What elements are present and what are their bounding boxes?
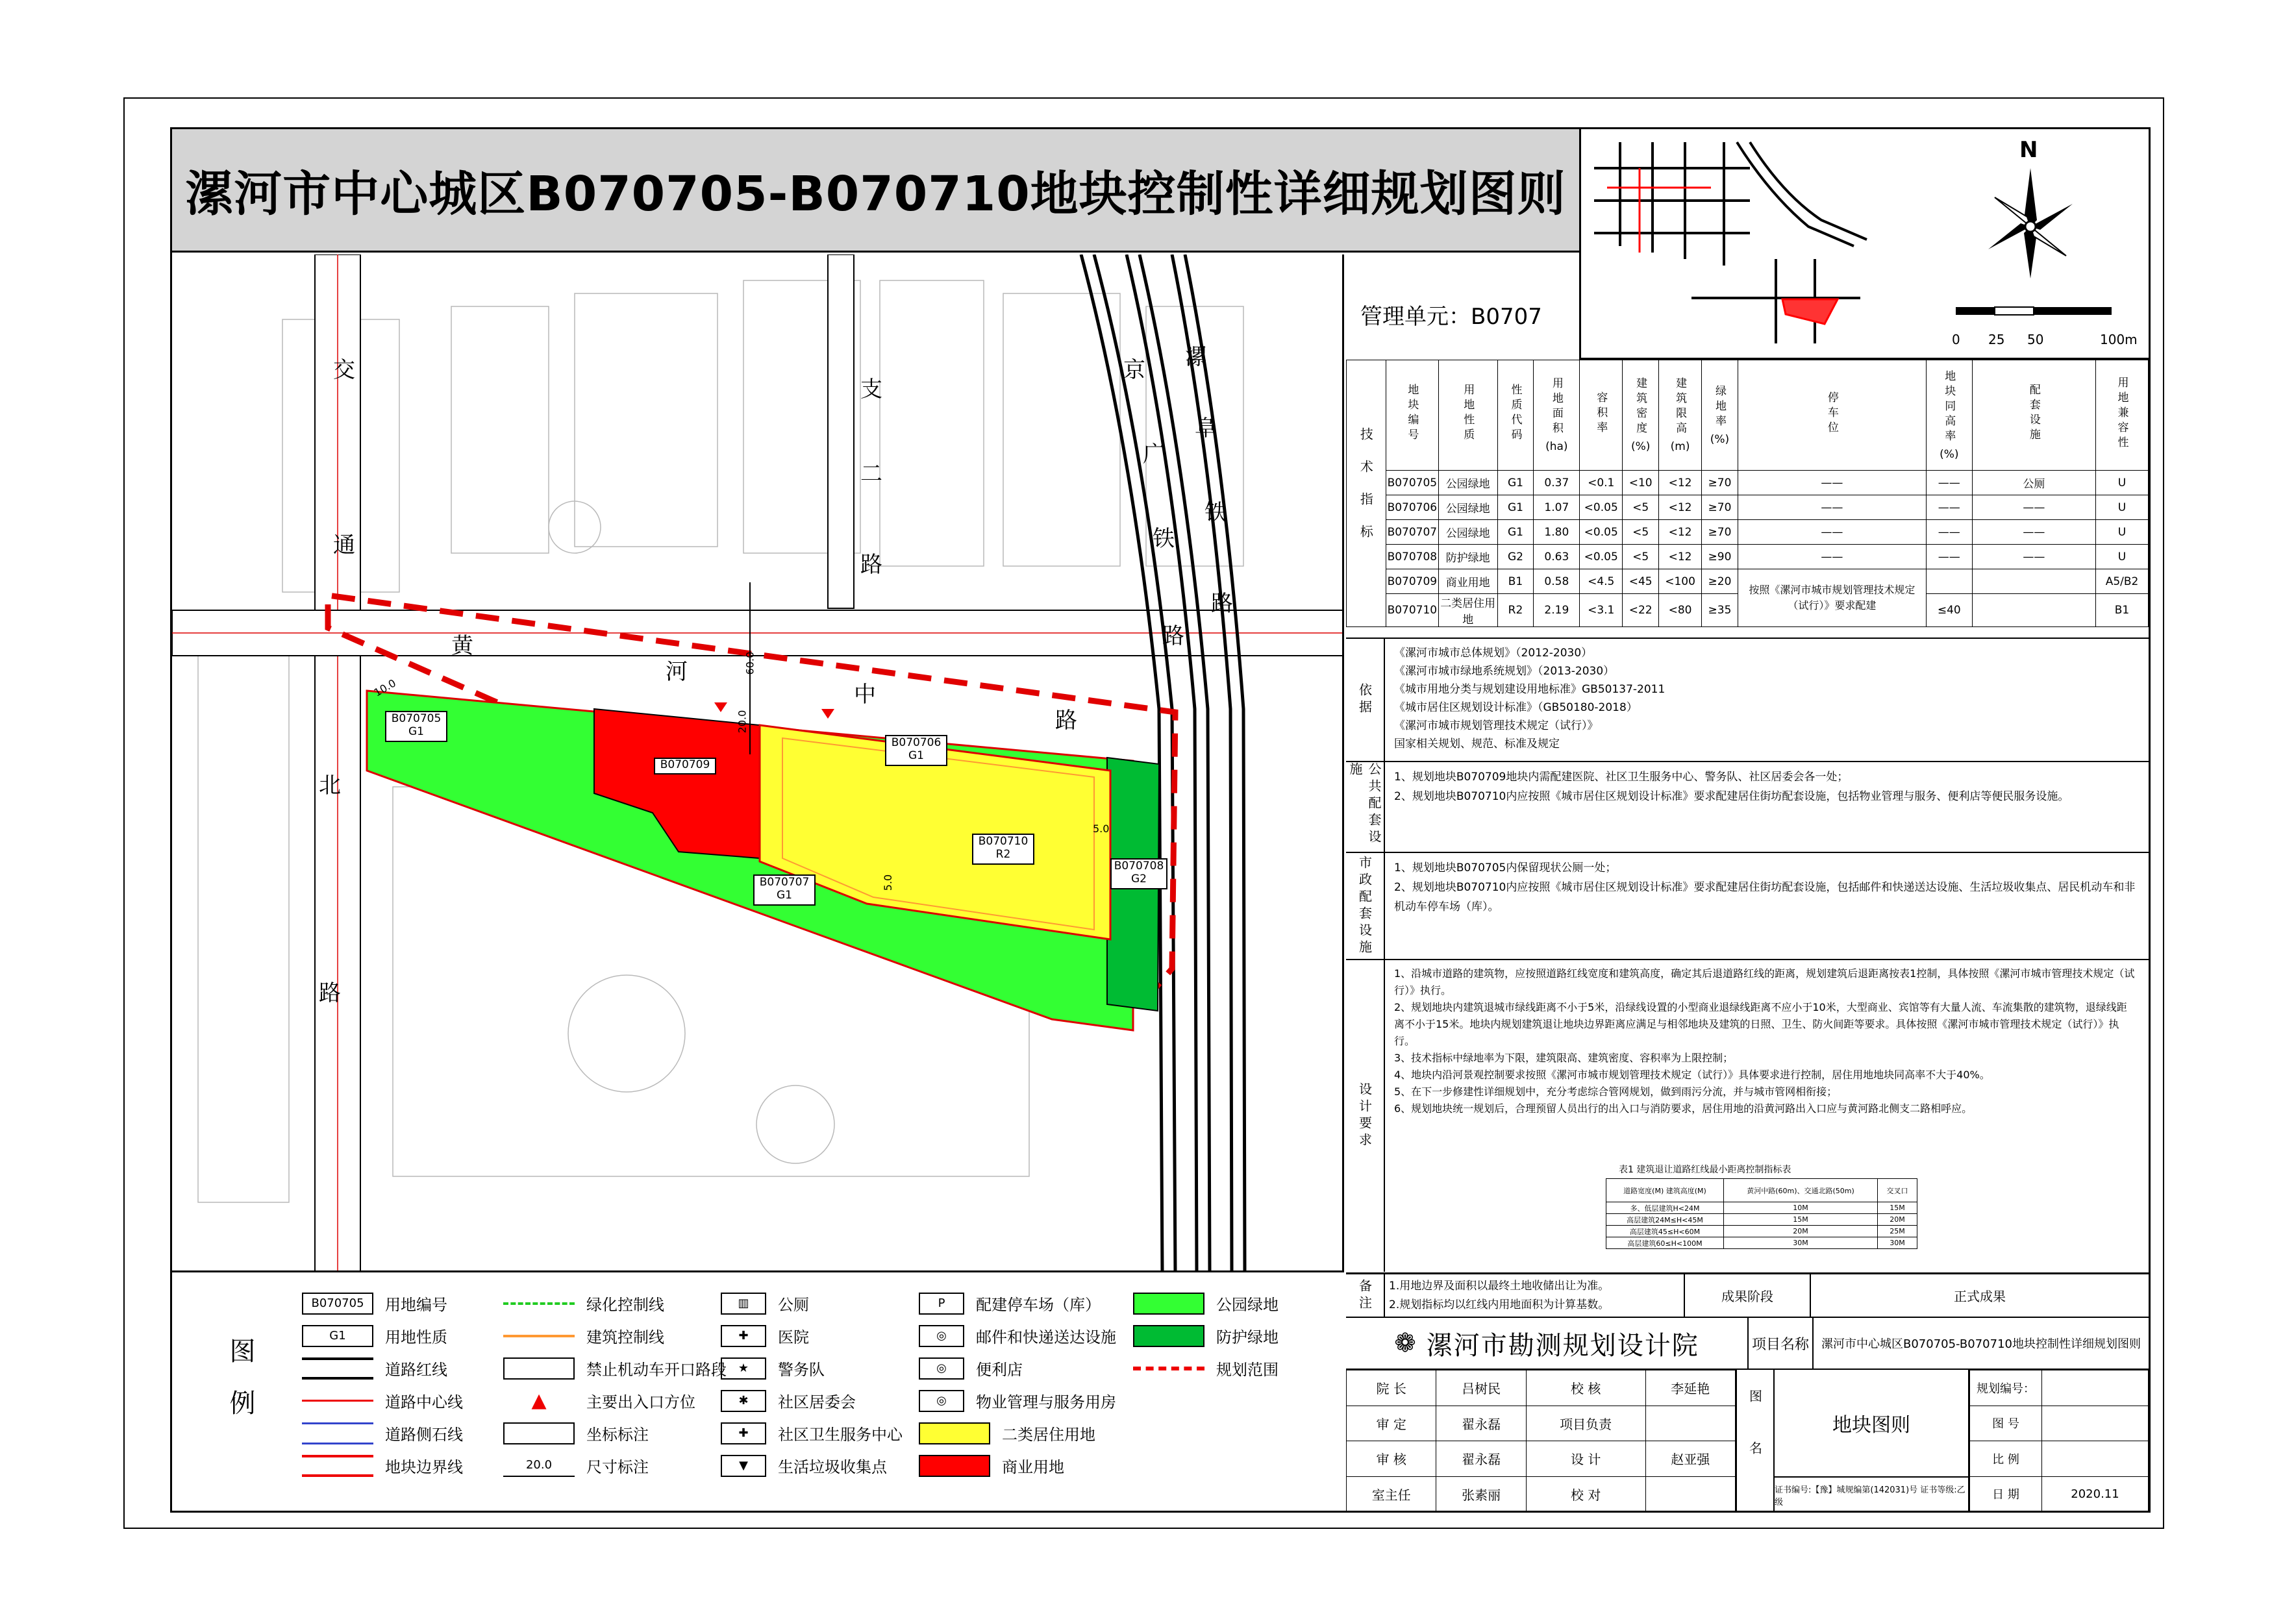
notes-label-text: 备注 bbox=[1356, 1278, 1373, 1313]
legend-item bbox=[302, 1324, 447, 1347]
table-row: B070707 公园绿地 G1 1.80 <0.05 <5 <12 ≥70 —— —— —— U bbox=[1347, 520, 2149, 545]
lot-b070707 bbox=[753, 874, 816, 906]
dim-20: 20.0 bbox=[736, 710, 749, 734]
property-icon: ◎ bbox=[919, 1390, 964, 1412]
legend-item bbox=[503, 1389, 695, 1412]
dim-5a: 5.0 bbox=[1093, 823, 1110, 835]
legend-text: 便利店 bbox=[976, 1361, 1023, 1379]
map-area bbox=[172, 254, 1344, 1272]
notes-text: 1.用地边界及面积以最终土地收储出让为准。 2.规划指标均以红线内用地面积为计算基数。 bbox=[1389, 1280, 1610, 1311]
municipal-label bbox=[1346, 853, 1385, 959]
legend-item bbox=[302, 1357, 447, 1380]
legend-text: 用地性质 bbox=[385, 1328, 447, 1346]
lot-id: B070708 bbox=[1114, 860, 1164, 873]
legend-item bbox=[721, 1422, 903, 1444]
dim-10: 10.0 bbox=[371, 676, 398, 699]
legend-sym bbox=[1133, 1367, 1204, 1370]
legend-item bbox=[721, 1292, 809, 1315]
lot-b070706 bbox=[885, 735, 947, 766]
legend-label-text: 图例 bbox=[225, 1337, 255, 1441]
lot-id: B070710 bbox=[978, 835, 1029, 848]
entrance-arrow-1 bbox=[714, 702, 727, 712]
rail-lf-4: 路 bbox=[1211, 591, 1233, 617]
municipal-text: 1、规划地块B070705内保留现状公厕一处； 2、规划地块B070710内应按照《城市居住区规划设计标准》要求配建居住街坊配套设施，包括邮件和快递送达设施、生活垃圾收集点、居民机动车和非机动车停车场（库）。 bbox=[1394, 861, 2136, 913]
road-zhier-2: 二 bbox=[860, 461, 882, 487]
legend-swatch bbox=[1133, 1293, 1204, 1315]
legend-swatch bbox=[1133, 1325, 1204, 1347]
legend-item bbox=[721, 1389, 856, 1412]
table-row: B070708 防护绿地 G2 0.63 <0.05 <5 <12 ≥90 —— —— —— U bbox=[1347, 545, 2149, 569]
tech-label bbox=[1347, 360, 1386, 627]
legend-item bbox=[503, 1292, 664, 1315]
lot-code: G1 bbox=[408, 725, 424, 738]
rail-jg-3: 铁 bbox=[1153, 526, 1175, 552]
th: 绿地率 bbox=[1712, 384, 1726, 430]
drawing-label bbox=[1736, 1370, 1775, 1512]
legend-text: 禁止机动车开口路段 bbox=[586, 1361, 727, 1379]
th: 容积率 bbox=[1594, 391, 1608, 436]
drawing-name: 地块图则 bbox=[1775, 1370, 1969, 1476]
institute-row bbox=[1346, 1317, 2149, 1369]
legend-sym bbox=[302, 1422, 373, 1444]
road-jiaotong-1: 交 bbox=[333, 357, 355, 383]
store-icon: ◎ bbox=[919, 1357, 964, 1380]
th: 配套设施 bbox=[2027, 384, 2040, 443]
legend-item bbox=[919, 1389, 1116, 1412]
public-label bbox=[1346, 762, 1385, 852]
scale-label-0: 0 bbox=[1952, 332, 1960, 347]
th: 用地面积 bbox=[1549, 377, 1563, 437]
table-row: B070709 商业用地 B1 0.58 <4.5 <45 <100 ≥20 按照《漯河市城市规划管理技术规定（试行）》要求配建 A5/B2 bbox=[1347, 569, 2149, 594]
rail-lf-2: 阜 bbox=[1195, 415, 1217, 441]
setback-table: 道路宽度(M) 建筑高度(M) 黄河中路(60m)、交通北路(50m) 交叉口 多、低层建筑H<24M 10M 15M 高层建筑24M≤H<45M 15M 20M 高层建筑45≤H<60M 20M 25M 高层建筑60≤H<100M 30M 30M bbox=[1606, 1178, 1917, 1249]
legend-text: 规划范围 bbox=[1216, 1361, 1279, 1379]
legend-item bbox=[503, 1454, 649, 1477]
mail-icon: ◎ bbox=[919, 1325, 964, 1347]
legend-text: 坐标标注 bbox=[586, 1426, 649, 1444]
lot-b070708 bbox=[1110, 858, 1167, 889]
road-jiaotong-2: 通 bbox=[333, 532, 355, 558]
entrance-arrow-2 bbox=[821, 709, 834, 719]
public-label-text: 公共配套设施 bbox=[1347, 762, 1382, 847]
page-title: 漯河市中心城区B070705-B070710地块控制性详细规划图则 bbox=[185, 166, 1566, 222]
legend-text: 建筑控制线 bbox=[586, 1328, 664, 1346]
basis-text: 《漯河市城市总体规划》（2012-2030） 《漯河市城市绿地系统规划》（2013-2030） 《城市用地分类与规划建设用地标准》GB50137-2011 《城市居住区规划设计标准》（GB50180-2018） 《漯河市城市规划管理技术规定（试行）》 国家相关规划、规范、标准及规定 bbox=[1394, 647, 1666, 750]
table-row: B070706 公园绿地 G1 1.07 <0.05 <5 <12 ≥70 —— —— —— U bbox=[1347, 495, 2149, 520]
legend-sym bbox=[503, 1422, 575, 1444]
lot-b070710 bbox=[972, 834, 1034, 865]
legend-text: 物业管理与服务用房 bbox=[976, 1393, 1116, 1411]
tu: (%) bbox=[1710, 432, 1730, 446]
dim-60: 60.0 bbox=[743, 651, 756, 675]
certificate: 证书编号:【豫】城规编第(142031)号 证书等级:乙级 bbox=[1775, 1476, 1969, 1512]
entrance-arrow-icon: ▲ bbox=[531, 1389, 547, 1412]
rail-jg-1: 京 bbox=[1123, 357, 1145, 383]
north-label: N bbox=[2019, 137, 2038, 163]
notes-section bbox=[1346, 1272, 2149, 1317]
clinic-icon: ✚ bbox=[721, 1422, 766, 1444]
th: 地块同高率 bbox=[1942, 369, 1956, 445]
legend-sym bbox=[503, 1335, 575, 1337]
garbage-icon: ▼ bbox=[721, 1455, 766, 1477]
legend-text: 配建停车场（库） bbox=[976, 1296, 1101, 1314]
basis-label-text: 依据 bbox=[1356, 683, 1373, 717]
legend-text: 社区居委会 bbox=[778, 1393, 856, 1411]
road-jiaotong-4: 路 bbox=[319, 980, 341, 1006]
rail-lf-1: 漯 bbox=[1185, 344, 1207, 370]
th: 建筑密度 bbox=[1634, 377, 1647, 437]
rail-jg-2: 广 bbox=[1143, 441, 1165, 467]
project-label: 项目名称 bbox=[1749, 1318, 1814, 1369]
basis-section bbox=[1346, 638, 2149, 761]
design-label-text: 设计要求 bbox=[1356, 1082, 1373, 1150]
legend-text: 商业用地 bbox=[1002, 1458, 1064, 1476]
legend-item bbox=[919, 1357, 1023, 1380]
legend-item bbox=[302, 1454, 463, 1477]
stage-label: 成果阶段 bbox=[1684, 1274, 1811, 1317]
right-panel bbox=[1346, 254, 2149, 1511]
scale-label-25: 25 bbox=[1988, 332, 2005, 347]
legend-sym: G1 bbox=[302, 1325, 373, 1347]
legend-text: 医院 bbox=[778, 1328, 809, 1346]
rail-jg-4: 路 bbox=[1162, 623, 1184, 649]
legend-label bbox=[211, 1337, 255, 1462]
lot-b070709 bbox=[654, 758, 716, 774]
legend-text: 公园绿地 bbox=[1216, 1296, 1279, 1314]
legend-text: 公厕 bbox=[778, 1296, 809, 1314]
legend-item bbox=[1133, 1324, 1279, 1347]
legend bbox=[172, 1272, 1344, 1511]
legend-text: 地块边界线 bbox=[385, 1458, 463, 1476]
th: 停车位 bbox=[1825, 391, 1838, 436]
lot-b070705 bbox=[385, 711, 447, 742]
legend-text: 尺寸标注 bbox=[586, 1458, 649, 1476]
design-text: 1、沿城市道路的建筑物，应按照道路红线宽度和建筑高度，确定其后退道路红线的距离，规划建筑后退距离按表1控制，具体按照《漯河市城市管理技术规定（试行）》执行。 2、规划地块内建筑退城市绿线距离不小于5米，沿绿线设置的小型商业退绿线距离不应小于10米，大型商业、宾馆等有大量人流、车流集散的建筑物，退绿线距离不小于15米。地块内规划建筑退让地块边界距离应满足与相邻地块及建筑的日照、卫生、防火间距等要求。具体按照《漯河市城市管理技术规定（试行）》执行。 3、技术指标中绿地率为下限，建筑限高、建筑密度、容积率为上限控制； 4、地块内沿河景观控制要求按照《漯河市城市规划管理技术规定（试行）》具体要求进行控制，居住用地地块同高率不大于40%。 5、在下一步修建性详细规划中，充分考虑综合管网规划，做到雨污分流，并与城市管网相衔接； 6、规划地块统一规划后，合理预留人员出行的出入口与消防要求，居住用地的沿黄河路出入口应与黄河路北侧支二路相呼应。 bbox=[1394, 967, 2135, 1115]
rail-lf-3: 铁 bbox=[1204, 500, 1227, 526]
stage-value: 正式成果 bbox=[1954, 1289, 2006, 1304]
table-row: B070705 公园绿地 G1 0.37 <0.1 <10 <12 ≥70 —— —— 公厕 U bbox=[1347, 471, 2149, 495]
legend-text: 警务队 bbox=[778, 1361, 825, 1379]
legend-text: 道路侧石线 bbox=[385, 1426, 463, 1444]
legend-sym bbox=[302, 1455, 373, 1477]
signature-table: 院 长 吕树民 校 核 李延艳 审 定 翟永磊 项目负责 审 核 翟永磊 设 计 赵亚强 室主任 张素丽 校 对 bbox=[1346, 1370, 1736, 1512]
info-table: 规划编号： 图 号 比 例 日 期 2020.11 bbox=[1969, 1370, 2149, 1512]
legend-swatch bbox=[919, 1422, 990, 1444]
legend-sym bbox=[302, 1400, 373, 1402]
institute-logo-icon: ❁ bbox=[1394, 1328, 1417, 1358]
lot-id: B070706 bbox=[891, 736, 942, 749]
legend-sym: 20.0 bbox=[503, 1455, 575, 1477]
tu: (ha) bbox=[1545, 440, 1568, 453]
road-huanghe-1: 黄 bbox=[451, 633, 473, 659]
legend-item bbox=[721, 1357, 825, 1380]
lot-code: G1 bbox=[908, 749, 924, 762]
institute-name bbox=[1346, 1318, 1749, 1369]
road-huanghe-3: 中 bbox=[854, 682, 876, 708]
legend-text: 二类居住用地 bbox=[1002, 1426, 1095, 1444]
tech-label-text: 技术指标 bbox=[1358, 427, 1374, 557]
notes-label bbox=[1346, 1274, 1385, 1317]
basis-label bbox=[1346, 639, 1385, 761]
legend-item bbox=[302, 1292, 447, 1315]
legend-sym bbox=[302, 1357, 373, 1380]
project-value: 漯河市中心城区B070705-B070710地块控制性详细规划图则 bbox=[1821, 1337, 2141, 1351]
legend-text: 生活垃圾收集点 bbox=[778, 1458, 887, 1476]
legend-text: 用地编号 bbox=[385, 1296, 447, 1314]
lot-code: R2 bbox=[995, 848, 1011, 861]
lot-id: B070709 bbox=[660, 758, 710, 771]
legend-sym: B070705 bbox=[302, 1293, 373, 1315]
design-label bbox=[1346, 960, 1385, 1272]
public-text: 1、规划地块B070709地块内需配建医院、社区卫生服务中心、警务队、社区居委会各一处； 2、规划地块B070710内应按照《城市居住区规划设计标准》要求配建居住街坊配套设施，包括物业管理与服务、便利店等便民服务设施。 bbox=[1394, 771, 2069, 803]
legend-text: 绿化控制线 bbox=[586, 1296, 664, 1314]
drawing-label-text: 图名 bbox=[1747, 1389, 1763, 1493]
hospital-icon: ✚ bbox=[721, 1325, 766, 1347]
table-row: B070710 二类居住用地 R2 2.19 <3.1 <22 <80 ≥35 ≤40 B1 bbox=[1347, 594, 2149, 627]
legend-text: 道路中心线 bbox=[385, 1393, 463, 1411]
police-icon: ★ bbox=[721, 1357, 766, 1380]
design-section bbox=[1346, 959, 2149, 1272]
legend-item bbox=[302, 1389, 463, 1412]
road-jiaotong-3: 北 bbox=[319, 773, 341, 799]
legend-item bbox=[919, 1292, 1101, 1315]
legend-text: 道路红线 bbox=[385, 1361, 447, 1379]
municipal-section bbox=[1346, 852, 2149, 959]
public-section bbox=[1346, 761, 2149, 852]
legend-text: 邮件和快递送达设施 bbox=[976, 1328, 1116, 1346]
tu: (m) bbox=[1670, 440, 1690, 453]
lot-id: B070705 bbox=[391, 712, 442, 725]
lot-id: B070707 bbox=[759, 876, 810, 889]
parking-icon: P bbox=[919, 1293, 964, 1315]
scale-label-50: 50 bbox=[2027, 332, 2044, 347]
tu: (%) bbox=[1630, 440, 1651, 453]
th: 用地兼容性 bbox=[2115, 376, 2128, 451]
road-zhier-1: 支 bbox=[860, 377, 882, 403]
management-unit: 管理单元：B0707 bbox=[1360, 304, 1542, 330]
legend-item bbox=[919, 1422, 1095, 1444]
th: 地块编号 bbox=[1405, 384, 1419, 443]
legend-item bbox=[1133, 1292, 1279, 1315]
legend-item bbox=[1133, 1357, 1279, 1380]
th: 性质代码 bbox=[1508, 384, 1522, 443]
th: 用地性质 bbox=[1461, 384, 1475, 443]
legend-item bbox=[503, 1422, 649, 1444]
road-huanghe-2: 河 bbox=[666, 659, 688, 685]
road-zhier-3: 路 bbox=[860, 552, 882, 578]
tech-table bbox=[1346, 360, 2149, 627]
legend-text: 防护绿地 bbox=[1216, 1328, 1279, 1346]
legend-swatch bbox=[919, 1455, 990, 1477]
legend-item bbox=[919, 1454, 1064, 1477]
lot-code: G2 bbox=[1131, 873, 1147, 886]
title-bar bbox=[172, 129, 1579, 253]
toilet-icon: ▥ bbox=[721, 1293, 766, 1315]
lot-code: G1 bbox=[777, 889, 792, 902]
legend-item bbox=[919, 1324, 1116, 1347]
tu: (%) bbox=[1940, 447, 1959, 461]
committee-icon: ✱ bbox=[721, 1390, 766, 1412]
legend-item bbox=[721, 1454, 887, 1477]
legend-item bbox=[503, 1324, 664, 1347]
legend-text: 主要出入口方位 bbox=[586, 1393, 695, 1411]
scale-label-100: 100m bbox=[2100, 332, 2138, 347]
legend-item bbox=[721, 1324, 809, 1347]
signature-block bbox=[1346, 1369, 2149, 1511]
legend-text: 社区卫生服务中心 bbox=[778, 1426, 903, 1444]
legend-sym bbox=[503, 1302, 575, 1305]
legend-item bbox=[302, 1422, 463, 1444]
dim-5b: 5.0 bbox=[882, 874, 895, 891]
plan-map bbox=[172, 254, 1344, 1272]
road-huanghe-4: 路 bbox=[1055, 708, 1077, 734]
institute-text: 漯河市勘测规划设计院 bbox=[1426, 1330, 1699, 1361]
municipal-label-text: 市政配套设施 bbox=[1356, 855, 1373, 957]
legend-sym bbox=[503, 1357, 575, 1380]
setback-table-title: 表1 建筑退让道路红线最小距离控制指标表 bbox=[1619, 1165, 1791, 1175]
th: 建筑限高 bbox=[1673, 377, 1687, 437]
legend-item bbox=[503, 1357, 727, 1380]
